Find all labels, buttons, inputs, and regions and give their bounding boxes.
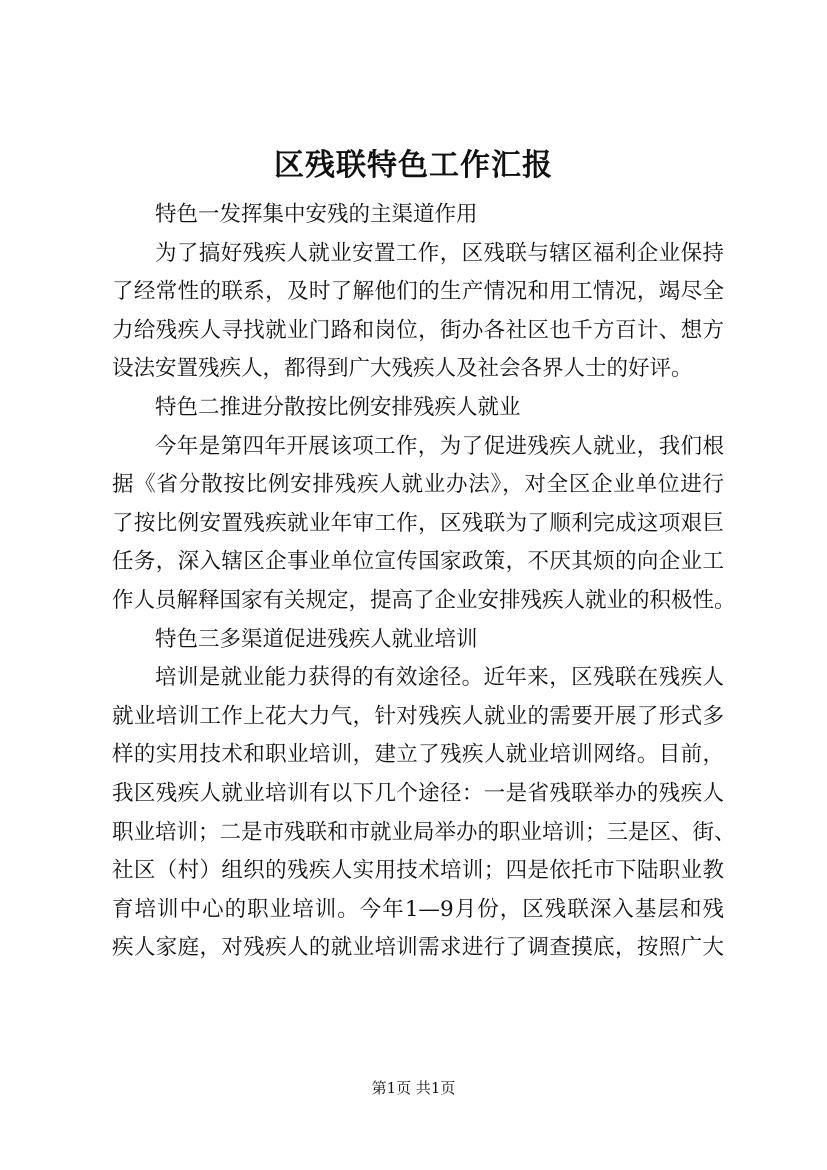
paragraph-line: 就业培训工作上花大力气，针对残疾人就业的需要开展了形式多 [112, 703, 724, 729]
paragraph-line: 设法安置残疾人，都得到广大残疾人及社会各界人士的好评。 [112, 356, 693, 382]
section-heading: 特色一发挥集中安残的主渠道作用 [155, 202, 478, 227]
document-title: 区残联特色工作汇报 [274, 148, 553, 183]
paragraph-line: 任务，深入辖区企事业单位宣传国家政策，不厌其烦的向企业工 [112, 549, 724, 575]
paragraph-line: 了按比例安置残疾就业年审工作，区残联为了顺利完成这项艰巨 [112, 510, 724, 536]
document-body [112, 196, 736, 968]
section-heading: 特色三多渠道促进残疾人就业培训 [155, 626, 478, 652]
paragraph-line: 我区残疾人就业培训有以下几个途径：一是省残联举办的残疾人 [112, 780, 724, 806]
paragraph-line: 力给残疾人寻找就业门路和岗位，街办各社区也千方百计、想方 [112, 317, 724, 343]
paragraph-line: 作人员解释国家有关规定，提高了企业安排残疾人就业的积极性。 [112, 587, 736, 613]
paragraph-line: 培训是就业能力获得的有效途径。近年来，区残联在残疾人 [155, 665, 724, 691]
paragraph-line: 育培训中心的职业培训。今年1—9月份，区残联深入基层和残 [112, 896, 724, 922]
paragraph-line: 样的实用技术和职业培训，建立了残疾人就业培训网络。目前， [112, 742, 724, 768]
paragraph-line: 据《省分散按比例安排残疾人就业办法》，对全区企业单位进行 [112, 472, 724, 498]
paragraph-line: 职业培训；二是市残联和市就业局举办的职业培训；三是区、街、 [112, 819, 736, 845]
paragraph-line: 社区（村）组织的残疾人实用技术培训；四是依托市下陆职业教 [112, 858, 724, 884]
paragraph-line: 今年是第四年开展该项工作，为了促进残疾人就业，我们根 [155, 433, 724, 459]
section-heading: 特色二推进分散按比例安排残疾人就业 [155, 394, 521, 420]
paragraph-line: 疾人家庭，对残疾人的就业培训需求进行了调查摸底，按照广大 [112, 935, 724, 961]
paragraph-line: 了经常性的联系，及时了解他们的生产情况和用工情况，竭尽全 [112, 279, 724, 305]
page-footer: 第1页 共1页 [371, 1079, 456, 1097]
paragraph-line: 为了搞好残疾人就业安置工作，区残联与辖区福利企业保持 [155, 240, 724, 266]
